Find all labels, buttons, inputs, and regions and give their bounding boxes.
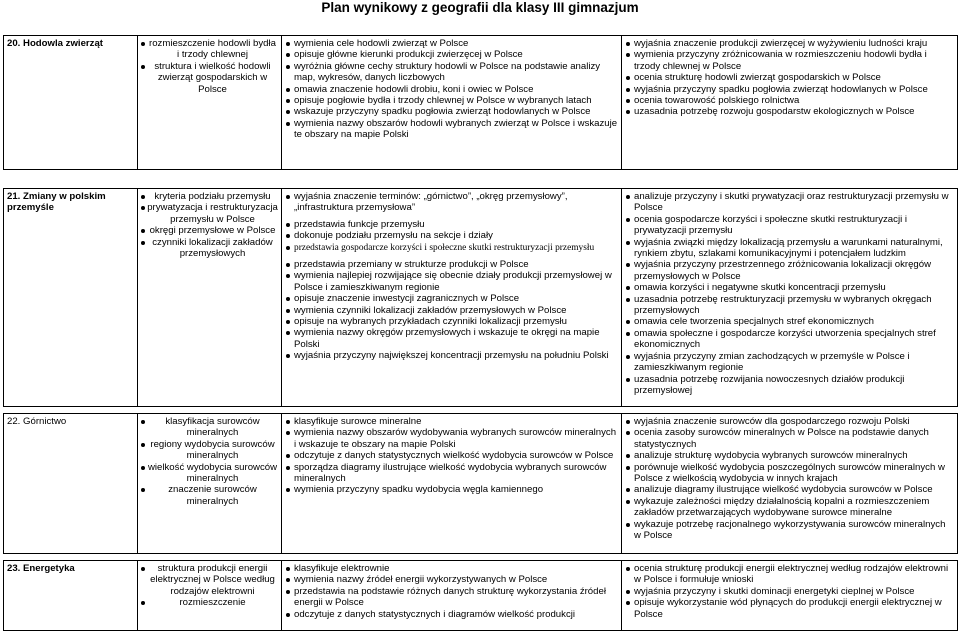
list-item [285, 38, 618, 49]
topic-number: 21. [7, 191, 21, 202]
list-item [625, 106, 954, 117]
bullet-icon [626, 286, 630, 290]
topic-title: Górnictwo [23, 416, 67, 427]
list-item-text: odczytuje z danych statystycznych wielkość wydobycia surowców w Polsce [294, 450, 614, 462]
list-item [625, 563, 954, 586]
list-item [625, 282, 954, 293]
list-item [625, 462, 954, 485]
row-gap-cell [4, 407, 958, 414]
list-item [285, 293, 618, 304]
bullet-icon [286, 578, 290, 582]
list-item-text: odczytuje z danych statystycznych i diagramów wielkość produkcji [294, 608, 576, 620]
bullet-icon [626, 298, 630, 302]
list-item [141, 38, 278, 61]
list-item [625, 49, 954, 72]
basic-requirements-cell [282, 36, 622, 170]
list-item [285, 242, 618, 254]
list-item-text: dokonuje podziału przemysłu na sekcje i działy [294, 230, 493, 242]
bullet-icon [286, 263, 290, 267]
list-item [285, 219, 618, 230]
plan-row [4, 414, 958, 554]
bullet-icon [626, 523, 630, 527]
bullet-icon [286, 309, 290, 313]
topic-cell [4, 189, 138, 407]
bullet-icon [141, 466, 145, 470]
list-item-text: przedstawia gospodarcze korzyści i społeczne skutki restrukturyzacji przemysłu [294, 242, 595, 253]
bullet-icon [626, 88, 630, 92]
list-item [141, 225, 278, 236]
list-item [285, 49, 618, 60]
bullet-list [285, 416, 618, 496]
bullet-icon [286, 223, 290, 227]
list-item [625, 519, 954, 542]
list-item-text: wielkość wydobycia surowców mineralnych [147, 461, 278, 485]
list-item-text: analizuje strukturę wydobycia wybranych surowców mineralnych [634, 450, 908, 462]
row-gap-cell [4, 554, 958, 561]
bullet-list [285, 191, 618, 214]
basic-requirements-cell [282, 414, 622, 554]
bullet-icon [626, 601, 630, 605]
list-item [141, 202, 278, 225]
list-item [141, 416, 278, 439]
list-item [141, 191, 278, 202]
list-item [285, 350, 618, 361]
list-item-text: kryteria podziału przemysłu [154, 191, 271, 202]
bullet-icon [141, 443, 145, 447]
bullet-icon [286, 122, 290, 126]
bullet-list [285, 38, 618, 141]
list-item [285, 259, 618, 270]
list-item-text: omawia cele tworzenia specjalnych stref ekonomicznych [634, 316, 874, 328]
topic-title: Zmiany w polskim przemyśle [7, 191, 106, 214]
bullet-icon [286, 297, 290, 301]
bullet-icon [286, 567, 290, 571]
list-item [625, 95, 954, 106]
bullet-icon [286, 99, 290, 103]
content-cell [138, 414, 282, 554]
list-item-text: klasyfikuje elektrownie [294, 563, 390, 574]
plan-row [4, 561, 958, 631]
list-item [285, 427, 618, 450]
bullet-icon [286, 420, 290, 424]
bullet-list [625, 563, 954, 620]
list-item [285, 327, 618, 350]
list-item [625, 316, 954, 327]
bullet-icon [626, 110, 630, 114]
plan-row [4, 189, 958, 407]
bullet-icon [286, 110, 290, 114]
list-item [285, 230, 618, 241]
list-item [141, 563, 278, 597]
list-item-text: czynniki lokalizacji zakładów przemysłowych [152, 236, 273, 260]
list-item-text: klasyfikuje surowce mineralne [294, 416, 422, 427]
list-item-text: wyjaśnia związki między lokalizacją przemysłu a warunkami naturalnymi, rynkiem zbytu, szlakami komunikacyjnymi i potencjałem ludzkim [634, 236, 943, 260]
bullet-icon [286, 234, 290, 238]
basic-requirements-cell [282, 561, 622, 631]
list-item [285, 416, 618, 427]
list-item-text: przedstawia przemiany w strukturze produkcji w Polsce [294, 259, 529, 271]
plan-row [4, 36, 958, 170]
list-item-text: omawia znaczenie hodowli drobiu, koni i owiec w Polsce [294, 83, 534, 95]
list-item-text: wymienia nazwy obszarów wydobywania wybranych surowców mineralnych i wskazuje te obszary na mapie Polski [294, 427, 617, 450]
bullet-icon [626, 42, 630, 46]
bullet-list [285, 259, 618, 362]
topic-cell [4, 561, 138, 631]
list-item-text: wyjaśnia przyczyny największej koncentracji przemysłu na południu Polski [294, 350, 609, 362]
list-item [285, 61, 618, 84]
list-item-text: analizuje diagramy ilustrujące wielkość wydobycia surowców w Polsce [634, 484, 933, 496]
bullet-list [285, 563, 618, 620]
list-item-text: ocenia towarowość polskiego rolnictwa [634, 95, 800, 107]
list-item-text: omawia korzyści i negatywne skutki koncentracji przemysłu [634, 282, 886, 294]
bullet-icon [626, 218, 630, 222]
list-item [285, 462, 618, 485]
list-item-text: struktura produkcji energii elektrycznej w Polsce według rodzajów elektrowni [150, 563, 275, 597]
list-item-text: regiony wydobycia surowców mineralnych [150, 438, 275, 462]
bullet-icon [141, 42, 145, 46]
list-item-text: wymienia czynniki lokalizacji zakładów przemysłowych w Polsce [294, 304, 567, 316]
topic-cell [4, 36, 138, 170]
content-cell [138, 36, 282, 170]
list-item [285, 450, 618, 461]
list-item [625, 597, 954, 620]
bullet-icon [626, 195, 630, 199]
list-item-text: wyjaśnia przyczyny i skutki dominacji energetyki cieplnej w Polsce [634, 585, 915, 597]
list-item [285, 84, 618, 95]
list-item [625, 214, 954, 237]
topic-title: Energetyka [23, 563, 75, 574]
row-gap [4, 407, 958, 414]
list-item-text: wyjaśnia znaczenie produkcji zwierzęcej w wyżywieniu ludności kraju [634, 38, 928, 49]
list-item [285, 95, 618, 106]
list-item [285, 118, 618, 141]
plan-table [3, 35, 958, 631]
bullet-icon [286, 331, 290, 335]
list-item-text: wymienia najlepiej rozwijające się obecnie działy produkcji przemysłowej w Polsce i zamieszkiwanym regionie [294, 270, 612, 293]
bullet-icon [286, 320, 290, 324]
list-item-text: opisuje na wybranych przykładach czynniki lokalizacji przemysłu [294, 316, 568, 328]
bullet-icon [286, 274, 290, 278]
list-item [141, 484, 278, 507]
list-item [625, 191, 954, 214]
bullet-icon [626, 590, 630, 594]
list-item-text: znaczenie surowców mineralnych [168, 484, 257, 507]
list-item-text: opisuje główne kierunki produkcji zwierzęcej w Polsce [294, 49, 523, 61]
bullet-icon [141, 195, 145, 199]
bullet-icon [286, 613, 290, 617]
list-item-text: porównuje wielkość wydobycia poszczególnych surowców mineralnych w Polsce z wielkością wydobycia w innych krajach [634, 461, 945, 485]
list-item [625, 72, 954, 83]
content-cell [138, 189, 282, 407]
bullet-icon [141, 241, 145, 245]
row-gap [4, 170, 958, 189]
list-item [141, 61, 278, 95]
topic-cell [4, 414, 138, 554]
list-item [141, 439, 278, 462]
bullet-icon [626, 378, 630, 382]
bullet-icon [286, 488, 290, 492]
list-item-text: okręgi przemysłowe w Polsce [149, 225, 276, 237]
bullet-icon [626, 431, 630, 435]
content-cell [138, 561, 282, 631]
list-item-text: wymienia przyczyny spadku wydobycia węgla kamiennego [294, 484, 544, 496]
bullet-icon [286, 454, 290, 458]
bullet-icon [141, 229, 145, 233]
list-item [625, 484, 954, 495]
bullet-icon [286, 431, 290, 435]
bullet-icon [626, 320, 630, 324]
list-item-text: uzasadnia potrzebę restrukturyzacji przemysłu w wybranych okręgach przemysłowych [634, 293, 932, 317]
list-item [625, 496, 954, 519]
list-item [625, 586, 954, 597]
bullet-icon [626, 488, 630, 492]
bullet-icon [626, 466, 630, 470]
list-item-text: wyjaśnia przyczyny zmian zachodzących w przemyśle w Polsce i zamieszkiwanym regionie [634, 350, 910, 374]
list-item [625, 374, 954, 397]
bullet-icon [626, 500, 630, 504]
list-item [285, 586, 618, 609]
list-item [625, 84, 954, 95]
bullet-icon [626, 420, 630, 424]
bullet-list [285, 219, 618, 254]
topic-number: 20. [7, 38, 21, 49]
list-item [625, 416, 954, 427]
extended-requirements-cell [622, 414, 958, 554]
list-item-text: wyróżnia główne cechy struktury hodowli w Polsce na podstawie analizy map, wykresów, danych liczbowych [294, 60, 601, 84]
bullet-icon [141, 488, 145, 492]
extended-requirements-cell [622, 561, 958, 631]
list-item-text: wykazuje zależności między działalnością kopalni a rozmieszczeniem zakładów przetwarzających wydobywane surowce mineralne [634, 495, 930, 519]
list-item [285, 270, 618, 293]
list-item-text: wymienia nazwy źródeł energii wykorzystywanych w Polsce [294, 574, 548, 586]
list-item [285, 316, 618, 327]
bullet-icon [626, 454, 630, 458]
bullet-icon [141, 65, 145, 69]
bullet-icon [626, 99, 630, 103]
bullet-icon [286, 246, 290, 250]
list-item-text: wyjaśnia znaczenie terminów: „górnictwo”, „okręg przemysłowy”, „infrastruktura przemysłowa” [294, 191, 568, 214]
list-item [285, 563, 618, 574]
bullet-icon [141, 420, 145, 424]
list-item [625, 38, 954, 49]
bullet-icon [286, 53, 290, 57]
list-item [625, 294, 954, 317]
list-item-text: wymienia przyczyny zróżnicowania w rozmieszczeniu hodowli bydła i trzody chlewnej w Polsce [634, 49, 927, 72]
plan-table-body [4, 36, 958, 631]
bullet-icon [141, 567, 145, 571]
bullet-icon [141, 206, 145, 210]
list-item-text: ocenia strukturę hodowli zwierząt gospodarskich w Polsce [634, 72, 881, 84]
list-item [625, 450, 954, 461]
list-item-text: opisuje znaczenie inwestycji zagranicznych w Polsce [294, 293, 520, 305]
row-gap-cell [4, 170, 958, 189]
list-item-text: analizuje przyczyny i skutki prywatyzacji oraz restrukturyzacji przemysłu w Polsce [634, 191, 949, 214]
list-item-text: wskazuje przyczyny spadku pogłowia zwierząt hodowlanych w Polsce [294, 106, 591, 118]
extended-requirements-cell [622, 189, 958, 407]
topic-number: 23. [7, 563, 21, 574]
bullet-icon [626, 241, 630, 245]
bullet-list [625, 416, 954, 541]
list-item [625, 237, 954, 260]
list-item-text: uzasadnia potrzebę rozwoju gospodarstw ekologicznych w Polsce [634, 106, 915, 118]
list-item-text: ocenia gospodarcze korzyści i społeczne skutki restrukturyzacji i prywatyzacji przemysłu [634, 213, 908, 237]
page-title: Plan wynikowy z geografii dla klasy III gimnazjum [321, 0, 639, 15]
topic-number: 22. [7, 416, 21, 427]
list-item-text: przedstawia funkcje przemysłu [294, 218, 425, 230]
bullet-list [141, 563, 278, 609]
list-item-text: struktura i wielkość hodowli zwierząt gospodarskich w Polsce [154, 60, 271, 95]
list-item [285, 574, 618, 585]
bullet-icon [626, 53, 630, 57]
list-item [625, 259, 954, 282]
list-item [285, 305, 618, 316]
bullet-list [625, 191, 954, 396]
list-item-text: ocenia strukturę produkcji energii elektrycznej według rodzajów elektrowni w Polsce i formułuje wnioski [634, 563, 949, 586]
bullet-icon [626, 76, 630, 80]
list-item-text: wykazuje potrzebę racjonalnego wykorzystywania surowców mineralnych w Polsce [634, 518, 946, 542]
basic-requirements-cell [282, 189, 622, 407]
bullet-icon [286, 42, 290, 46]
list-item-text: omawia społeczne i gospodarcze korzyści utworzenia specjalnych stref ekonomicznych [634, 327, 936, 351]
bullet-list [141, 416, 278, 507]
list-item-text: wyjaśnia przyczyny spadku pogłowia zwierząt hodowlanych w Polsce [634, 83, 928, 95]
list-item-text: wyjaśnia znaczenie surowców dla gospodarczego rozwoju Polski [634, 416, 910, 427]
bullet-icon [626, 263, 630, 267]
list-item-text: wymienia cele hodowli zwierząt w Polsce [294, 38, 469, 49]
list-item [285, 106, 618, 117]
list-item-text: sporządza diagramy ilustrujące wielkość wydobycia wybranych surowców mineralnych [294, 461, 607, 485]
bullet-list [141, 191, 278, 259]
bullet-icon [626, 567, 630, 571]
list-item [141, 462, 278, 485]
list-item-text: opisuje wykorzystanie wód płynących do produkcji energii elektrycznej w Polsce [634, 597, 942, 620]
list-item-text: opisuje pogłowie bydła i trzody chlewnej w Polsce w wybranych latach [294, 95, 592, 107]
list-item-text: uzasadnia potrzebę rozwijania nowoczesnych działów produkcji przemysłowej [634, 373, 905, 396]
list-item-text: klasyfikacja surowców mineralnych [165, 416, 260, 439]
bullet-list [141, 38, 278, 95]
list-item-text: wymienia nazwy okręgów przemysłowych i wskazuje te okręgi na mapie Polski [294, 327, 600, 350]
bullet-icon [141, 601, 145, 605]
list-item [625, 328, 954, 351]
bullet-icon [626, 355, 630, 359]
list-item-text: przedstawia na podstawie różnych danych strukturę wykorzystania źródeł energii w Polsce [294, 585, 606, 609]
list-item [141, 237, 278, 260]
list-item [285, 484, 618, 495]
list-item [141, 597, 278, 608]
bullet-icon [626, 332, 630, 336]
list-item [285, 609, 618, 620]
bullet-icon [286, 590, 290, 594]
list-item-text: wymienia nazwy obszarów hodowli wybranych zwierząt w Polsce i wskazuje te obszary na mapie Polski [294, 117, 618, 141]
row-gap [4, 554, 958, 561]
list-item [625, 427, 954, 450]
topic-title: Hodowla zwierząt [23, 38, 103, 49]
bullet-icon [286, 88, 290, 92]
list-item-text: rozmieszczenie [179, 597, 246, 609]
bullet-icon [286, 466, 290, 470]
bullet-icon [286, 195, 290, 199]
list-item-text: ocenia zasoby surowców mineralnych w Polsce na podstawie danych statystycznych [634, 427, 929, 450]
list-item [285, 191, 618, 214]
list-item-text: wyjaśnia przyczyny przestrzennego zróżnicowania lokalizacji okręgów przemysłowych w Polsce [634, 259, 932, 282]
list-item-text: rozmieszczenie hodowli bydła i trzody chlewnej [149, 38, 276, 61]
list-item [625, 351, 954, 374]
bullet-icon [286, 354, 290, 358]
list-item-text: prywatyzacja i restrukturyzacja przemysłu w Polsce [147, 202, 278, 225]
bullet-icon [286, 65, 290, 69]
bullet-list [625, 38, 954, 118]
extended-requirements-cell [622, 36, 958, 170]
